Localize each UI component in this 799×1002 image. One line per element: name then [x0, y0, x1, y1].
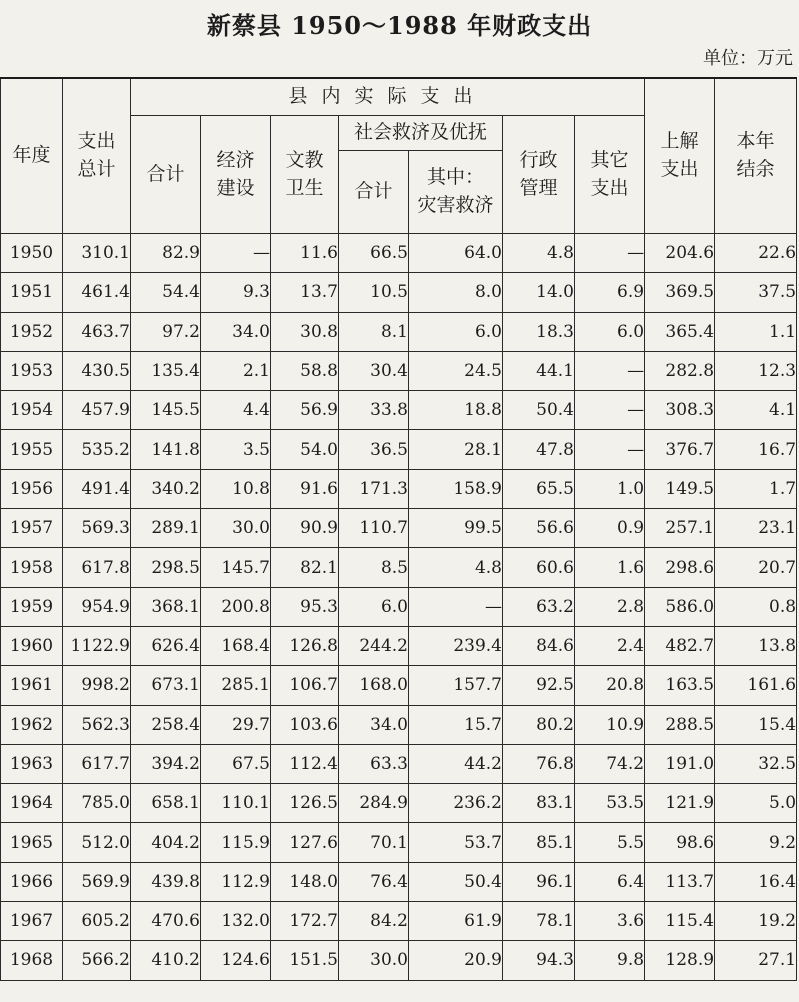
cell-disaster: 44.2	[409, 744, 503, 783]
cell-year: 1952	[1, 312, 63, 351]
cell-total: 310.1	[63, 234, 131, 273]
cell-balance: 1.7	[715, 469, 797, 508]
cell-total: 785.0	[63, 784, 131, 823]
cell-total: 605.2	[63, 902, 131, 941]
cell-balance: 12.3	[715, 351, 797, 390]
cell-econ: 110.1	[201, 784, 271, 823]
header-disaster-line1: 其中：	[426, 166, 484, 189]
cell-econ: 9.3	[201, 273, 271, 312]
table-row	[1, 823, 797, 862]
cell-total: 457.9	[63, 391, 131, 430]
cell-econ: 112.9	[201, 862, 271, 901]
cell-edu: 90.9	[271, 509, 339, 548]
cell-remit: 282.8	[645, 351, 715, 390]
cell-year: 1957	[1, 509, 63, 548]
table-row	[1, 902, 797, 941]
header-other	[575, 116, 645, 234]
cell-disaster: 64.0	[409, 234, 503, 273]
cell-econ: 4.4	[201, 391, 271, 430]
cell-total: 461.4	[63, 273, 131, 312]
cell-relief-total: 6.0	[339, 587, 409, 626]
header-admin	[503, 116, 575, 234]
cell-remit: 365.4	[645, 312, 715, 351]
cell-total: 535.2	[63, 430, 131, 469]
cell-year: 1958	[1, 548, 63, 587]
cell-year: 1951	[1, 273, 63, 312]
cell-edu: 91.6	[271, 469, 339, 508]
cell-other: 10.9	[575, 705, 645, 744]
cell-admin: 4.8	[503, 234, 575, 273]
cell-admin: 76.8	[503, 744, 575, 783]
cell-year: 1966	[1, 862, 63, 901]
cell-edu: 106.7	[271, 666, 339, 705]
expenditure-table	[0, 77, 797, 981]
cell-balance: 23.1	[715, 509, 797, 548]
cell-admin: 14.0	[503, 273, 575, 312]
cell-disaster: 24.5	[409, 351, 503, 390]
header-other-line1: 其它	[590, 148, 629, 171]
cell-disaster: 158.9	[409, 469, 503, 508]
cell-econ: 132.0	[201, 902, 271, 941]
cell-econ: 124.6	[201, 941, 271, 980]
table-row	[1, 744, 797, 783]
cell-remit: 586.0	[645, 587, 715, 626]
cell-balance: 37.5	[715, 273, 797, 312]
header-balance-line1: 本年	[736, 130, 775, 153]
cell-disaster: 53.7	[409, 823, 503, 862]
cell-subtotal: 658.1	[131, 784, 201, 823]
cell-other: 1.0	[575, 469, 645, 508]
cell-total: 566.2	[63, 941, 131, 980]
cell-econ: 2.1	[201, 351, 271, 390]
cell-edu: 172.7	[271, 902, 339, 941]
table-row	[1, 312, 797, 351]
cell-disaster: 28.1	[409, 430, 503, 469]
table-body	[1, 234, 797, 981]
cell-relief-total: 8.1	[339, 312, 409, 351]
cell-subtotal: 470.6	[131, 902, 201, 941]
table-row	[1, 626, 797, 665]
cell-year: 1956	[1, 469, 63, 508]
cell-year: 1964	[1, 784, 63, 823]
cell-admin: 47.8	[503, 430, 575, 469]
header-admin-line2: 管理	[519, 176, 558, 199]
header-balance-line2: 结余	[736, 158, 775, 180]
table-row	[1, 587, 797, 626]
cell-edu: 95.3	[271, 587, 339, 626]
cell-admin: 18.3	[503, 312, 575, 351]
cell-remit: 376.7	[645, 430, 715, 469]
table-row	[1, 351, 797, 390]
cell-total: 617.8	[63, 548, 131, 587]
cell-subtotal: 97.2	[131, 312, 201, 351]
table-row	[1, 273, 797, 312]
cell-balance: 13.8	[715, 626, 797, 665]
cell-balance: 32.5	[715, 744, 797, 783]
cell-balance: 16.7	[715, 430, 797, 469]
header-remit	[645, 78, 715, 234]
cell-remit: 121.9	[645, 784, 715, 823]
cell-year: 1967	[1, 902, 63, 941]
table-row	[1, 509, 797, 548]
unit-label: 单位：万元	[703, 48, 793, 69]
cell-econ: 285.1	[201, 666, 271, 705]
cell-disaster: 99.5	[409, 509, 503, 548]
cell-total: 954.9	[63, 587, 131, 626]
cell-relief-total: 84.2	[339, 902, 409, 941]
cell-subtotal: 368.1	[131, 587, 201, 626]
cell-balance: 161.6	[715, 666, 797, 705]
cell-other: 1.6	[575, 548, 645, 587]
cell-edu: 151.5	[271, 941, 339, 980]
cell-other: 0.9	[575, 509, 645, 548]
cell-econ: 115.9	[201, 823, 271, 862]
cell-subtotal: 404.2	[131, 823, 201, 862]
cell-admin: 65.5	[503, 469, 575, 508]
cell-balance: 20.7	[715, 548, 797, 587]
cell-econ: 67.5	[201, 744, 271, 783]
cell-econ: 29.7	[201, 705, 271, 744]
cell-admin: 44.1	[503, 351, 575, 390]
cell-balance: 9.2	[715, 823, 797, 862]
cell-relief-total: 8.5	[339, 548, 409, 587]
cell-total: 1122.9	[63, 626, 131, 665]
cell-remit: 257.1	[645, 509, 715, 548]
cell-admin: 94.3	[503, 941, 575, 980]
cell-disaster: 157.7	[409, 666, 503, 705]
cell-econ: 30.0	[201, 509, 271, 548]
cell-relief-total: 36.5	[339, 430, 409, 469]
cell-other: —	[575, 391, 645, 430]
cell-other: —	[575, 234, 645, 273]
cell-other: —	[575, 430, 645, 469]
cell-relief-total: 33.8	[339, 391, 409, 430]
cell-admin: 84.6	[503, 626, 575, 665]
cell-disaster: 236.2	[409, 784, 503, 823]
cell-total: 430.5	[63, 351, 131, 390]
cell-disaster: 18.8	[409, 391, 503, 430]
cell-econ: 200.8	[201, 587, 271, 626]
cell-other: 6.0	[575, 312, 645, 351]
cell-relief-total: 30.4	[339, 351, 409, 390]
table-row	[1, 705, 797, 744]
table-header	[1, 78, 797, 234]
table-row	[1, 430, 797, 469]
cell-subtotal: 82.9	[131, 234, 201, 273]
cell-admin: 60.6	[503, 548, 575, 587]
cell-remit: 308.3	[645, 391, 715, 430]
cell-admin: 83.1	[503, 784, 575, 823]
header-edu	[271, 116, 339, 234]
cell-disaster: 4.8	[409, 548, 503, 587]
cell-relief-total: 168.0	[339, 666, 409, 705]
cell-relief-total: 76.4	[339, 862, 409, 901]
cell-edu: 11.6	[271, 234, 339, 273]
cell-year: 1953	[1, 351, 63, 390]
cell-remit: 204.6	[645, 234, 715, 273]
cell-edu: 54.0	[271, 430, 339, 469]
cell-admin: 78.1	[503, 902, 575, 941]
cell-edu: 148.0	[271, 862, 339, 901]
cell-year: 1959	[1, 587, 63, 626]
cell-other: 6.9	[575, 273, 645, 312]
cell-edu: 58.8	[271, 351, 339, 390]
cell-relief-total: 244.2	[339, 626, 409, 665]
cell-admin: 92.5	[503, 666, 575, 705]
header-econ-line1: 经济	[216, 148, 255, 171]
cell-balance: 19.2	[715, 902, 797, 941]
header-balance	[715, 78, 797, 234]
table-row	[1, 469, 797, 508]
header-remit-line2: 支出	[660, 158, 699, 180]
cell-subtotal: 626.4	[131, 626, 201, 665]
header-county-group: 县内实际支出	[131, 78, 645, 116]
cell-disaster: 61.9	[409, 902, 503, 941]
cell-relief-total: 34.0	[339, 705, 409, 744]
cell-total: 491.4	[63, 469, 131, 508]
header-subtotal: 合计	[131, 116, 201, 234]
cell-relief-total: 66.5	[339, 234, 409, 273]
cell-other: —	[575, 351, 645, 390]
cell-remit: 128.9	[645, 941, 715, 980]
cell-admin: 80.2	[503, 705, 575, 744]
table-row	[1, 784, 797, 823]
cell-remit: 149.5	[645, 469, 715, 508]
cell-disaster: 6.0	[409, 312, 503, 351]
cell-econ: —	[201, 234, 271, 273]
cell-year: 1965	[1, 823, 63, 862]
cell-relief-total: 30.0	[339, 941, 409, 980]
table-row	[1, 666, 797, 705]
cell-edu: 30.8	[271, 312, 339, 351]
cell-subtotal: 289.1	[131, 509, 201, 548]
cell-total: 569.3	[63, 509, 131, 548]
cell-subtotal: 258.4	[131, 705, 201, 744]
cell-other: 3.6	[575, 902, 645, 941]
cell-subtotal: 135.4	[131, 351, 201, 390]
cell-econ: 10.8	[201, 469, 271, 508]
cell-admin: 96.1	[503, 862, 575, 901]
cell-year: 1955	[1, 430, 63, 469]
cell-balance: 16.4	[715, 862, 797, 901]
cell-admin: 63.2	[503, 587, 575, 626]
cell-remit: 288.5	[645, 705, 715, 744]
cell-other: 5.5	[575, 823, 645, 862]
header-remit-line1: 上解	[660, 130, 699, 153]
header-year: 年度	[1, 78, 63, 234]
cell-admin: 56.6	[503, 509, 575, 548]
cell-edu: 127.6	[271, 823, 339, 862]
cell-year: 1960	[1, 626, 63, 665]
cell-year: 1963	[1, 744, 63, 783]
cell-other: 20.8	[575, 666, 645, 705]
header-total	[63, 78, 131, 234]
header-econ	[201, 116, 271, 234]
cell-subtotal: 340.2	[131, 469, 201, 508]
cell-subtotal: 394.2	[131, 744, 201, 783]
cell-edu: 82.1	[271, 548, 339, 587]
cell-disaster: 8.0	[409, 273, 503, 312]
header-disaster-line2: 灾害救济	[417, 194, 494, 216]
cell-total: 569.9	[63, 862, 131, 901]
cell-disaster: 15.7	[409, 705, 503, 744]
cell-total: 512.0	[63, 823, 131, 862]
cell-year: 1961	[1, 666, 63, 705]
cell-subtotal: 54.4	[131, 273, 201, 312]
header-disaster	[409, 151, 503, 234]
header-edu-line2: 卫生	[285, 176, 324, 199]
header-total-line1: 支出	[77, 130, 116, 153]
cell-balance: 0.8	[715, 587, 797, 626]
header-relief-group: 社会救济及优抚	[339, 116, 503, 151]
cell-other: 9.8	[575, 941, 645, 980]
cell-total: 998.2	[63, 666, 131, 705]
cell-balance: 5.0	[715, 784, 797, 823]
header-other-line2: 支出	[590, 176, 629, 199]
cell-admin: 50.4	[503, 391, 575, 430]
cell-year: 1950	[1, 234, 63, 273]
cell-remit: 298.6	[645, 548, 715, 587]
header-econ-line2: 建设	[216, 176, 255, 199]
cell-balance: 22.6	[715, 234, 797, 273]
cell-relief-total: 110.7	[339, 509, 409, 548]
cell-total: 562.3	[63, 705, 131, 744]
cell-relief-total: 70.1	[339, 823, 409, 862]
cell-remit: 113.7	[645, 862, 715, 901]
cell-econ: 168.4	[201, 626, 271, 665]
cell-disaster: 20.9	[409, 941, 503, 980]
cell-subtotal: 298.5	[131, 548, 201, 587]
cell-edu: 126.8	[271, 626, 339, 665]
cell-edu: 56.9	[271, 391, 339, 430]
cell-econ: 3.5	[201, 430, 271, 469]
cell-remit: 191.0	[645, 744, 715, 783]
cell-econ: 145.7	[201, 548, 271, 587]
cell-econ: 34.0	[201, 312, 271, 351]
cell-other: 53.5	[575, 784, 645, 823]
table-row	[1, 862, 797, 901]
cell-subtotal: 673.1	[131, 666, 201, 705]
table-row	[1, 548, 797, 587]
cell-year: 1962	[1, 705, 63, 744]
header-edu-line1: 文教	[285, 148, 324, 171]
cell-balance: 27.1	[715, 941, 797, 980]
page-title: 新蔡县 1950～1988 年财政支出	[206, 11, 593, 40]
cell-edu: 112.4	[271, 744, 339, 783]
cell-relief-total: 63.3	[339, 744, 409, 783]
header-relief-total: 合计	[339, 151, 409, 234]
cell-relief-total: 10.5	[339, 273, 409, 312]
cell-other: 2.4	[575, 626, 645, 665]
cell-subtotal: 145.5	[131, 391, 201, 430]
cell-relief-total: 171.3	[339, 469, 409, 508]
cell-admin: 85.1	[503, 823, 575, 862]
cell-relief-total: 284.9	[339, 784, 409, 823]
cell-remit: 98.6	[645, 823, 715, 862]
table-row	[1, 234, 797, 273]
cell-total: 463.7	[63, 312, 131, 351]
cell-subtotal: 439.8	[131, 862, 201, 901]
cell-other: 6.4	[575, 862, 645, 901]
cell-edu: 103.6	[271, 705, 339, 744]
cell-remit: 482.7	[645, 626, 715, 665]
cell-disaster: 239.4	[409, 626, 503, 665]
cell-year: 1968	[1, 941, 63, 980]
cell-remit: 115.4	[645, 902, 715, 941]
cell-edu: 126.5	[271, 784, 339, 823]
table-row	[1, 391, 797, 430]
cell-balance: 1.1	[715, 312, 797, 351]
cell-remit: 369.5	[645, 273, 715, 312]
cell-balance: 4.1	[715, 391, 797, 430]
cell-disaster: 50.4	[409, 862, 503, 901]
cell-balance: 15.4	[715, 705, 797, 744]
header-total-line2: 总计	[77, 158, 116, 180]
cell-other: 2.8	[575, 587, 645, 626]
cell-remit: 163.5	[645, 666, 715, 705]
cell-total: 617.7	[63, 744, 131, 783]
cell-disaster: —	[409, 587, 503, 626]
header-admin-line1: 行政	[519, 148, 558, 171]
cell-subtotal: 141.8	[131, 430, 201, 469]
cell-other: 74.2	[575, 744, 645, 783]
cell-edu: 13.7	[271, 273, 339, 312]
cell-year: 1954	[1, 391, 63, 430]
table-row	[1, 941, 797, 980]
cell-subtotal: 410.2	[131, 941, 201, 980]
